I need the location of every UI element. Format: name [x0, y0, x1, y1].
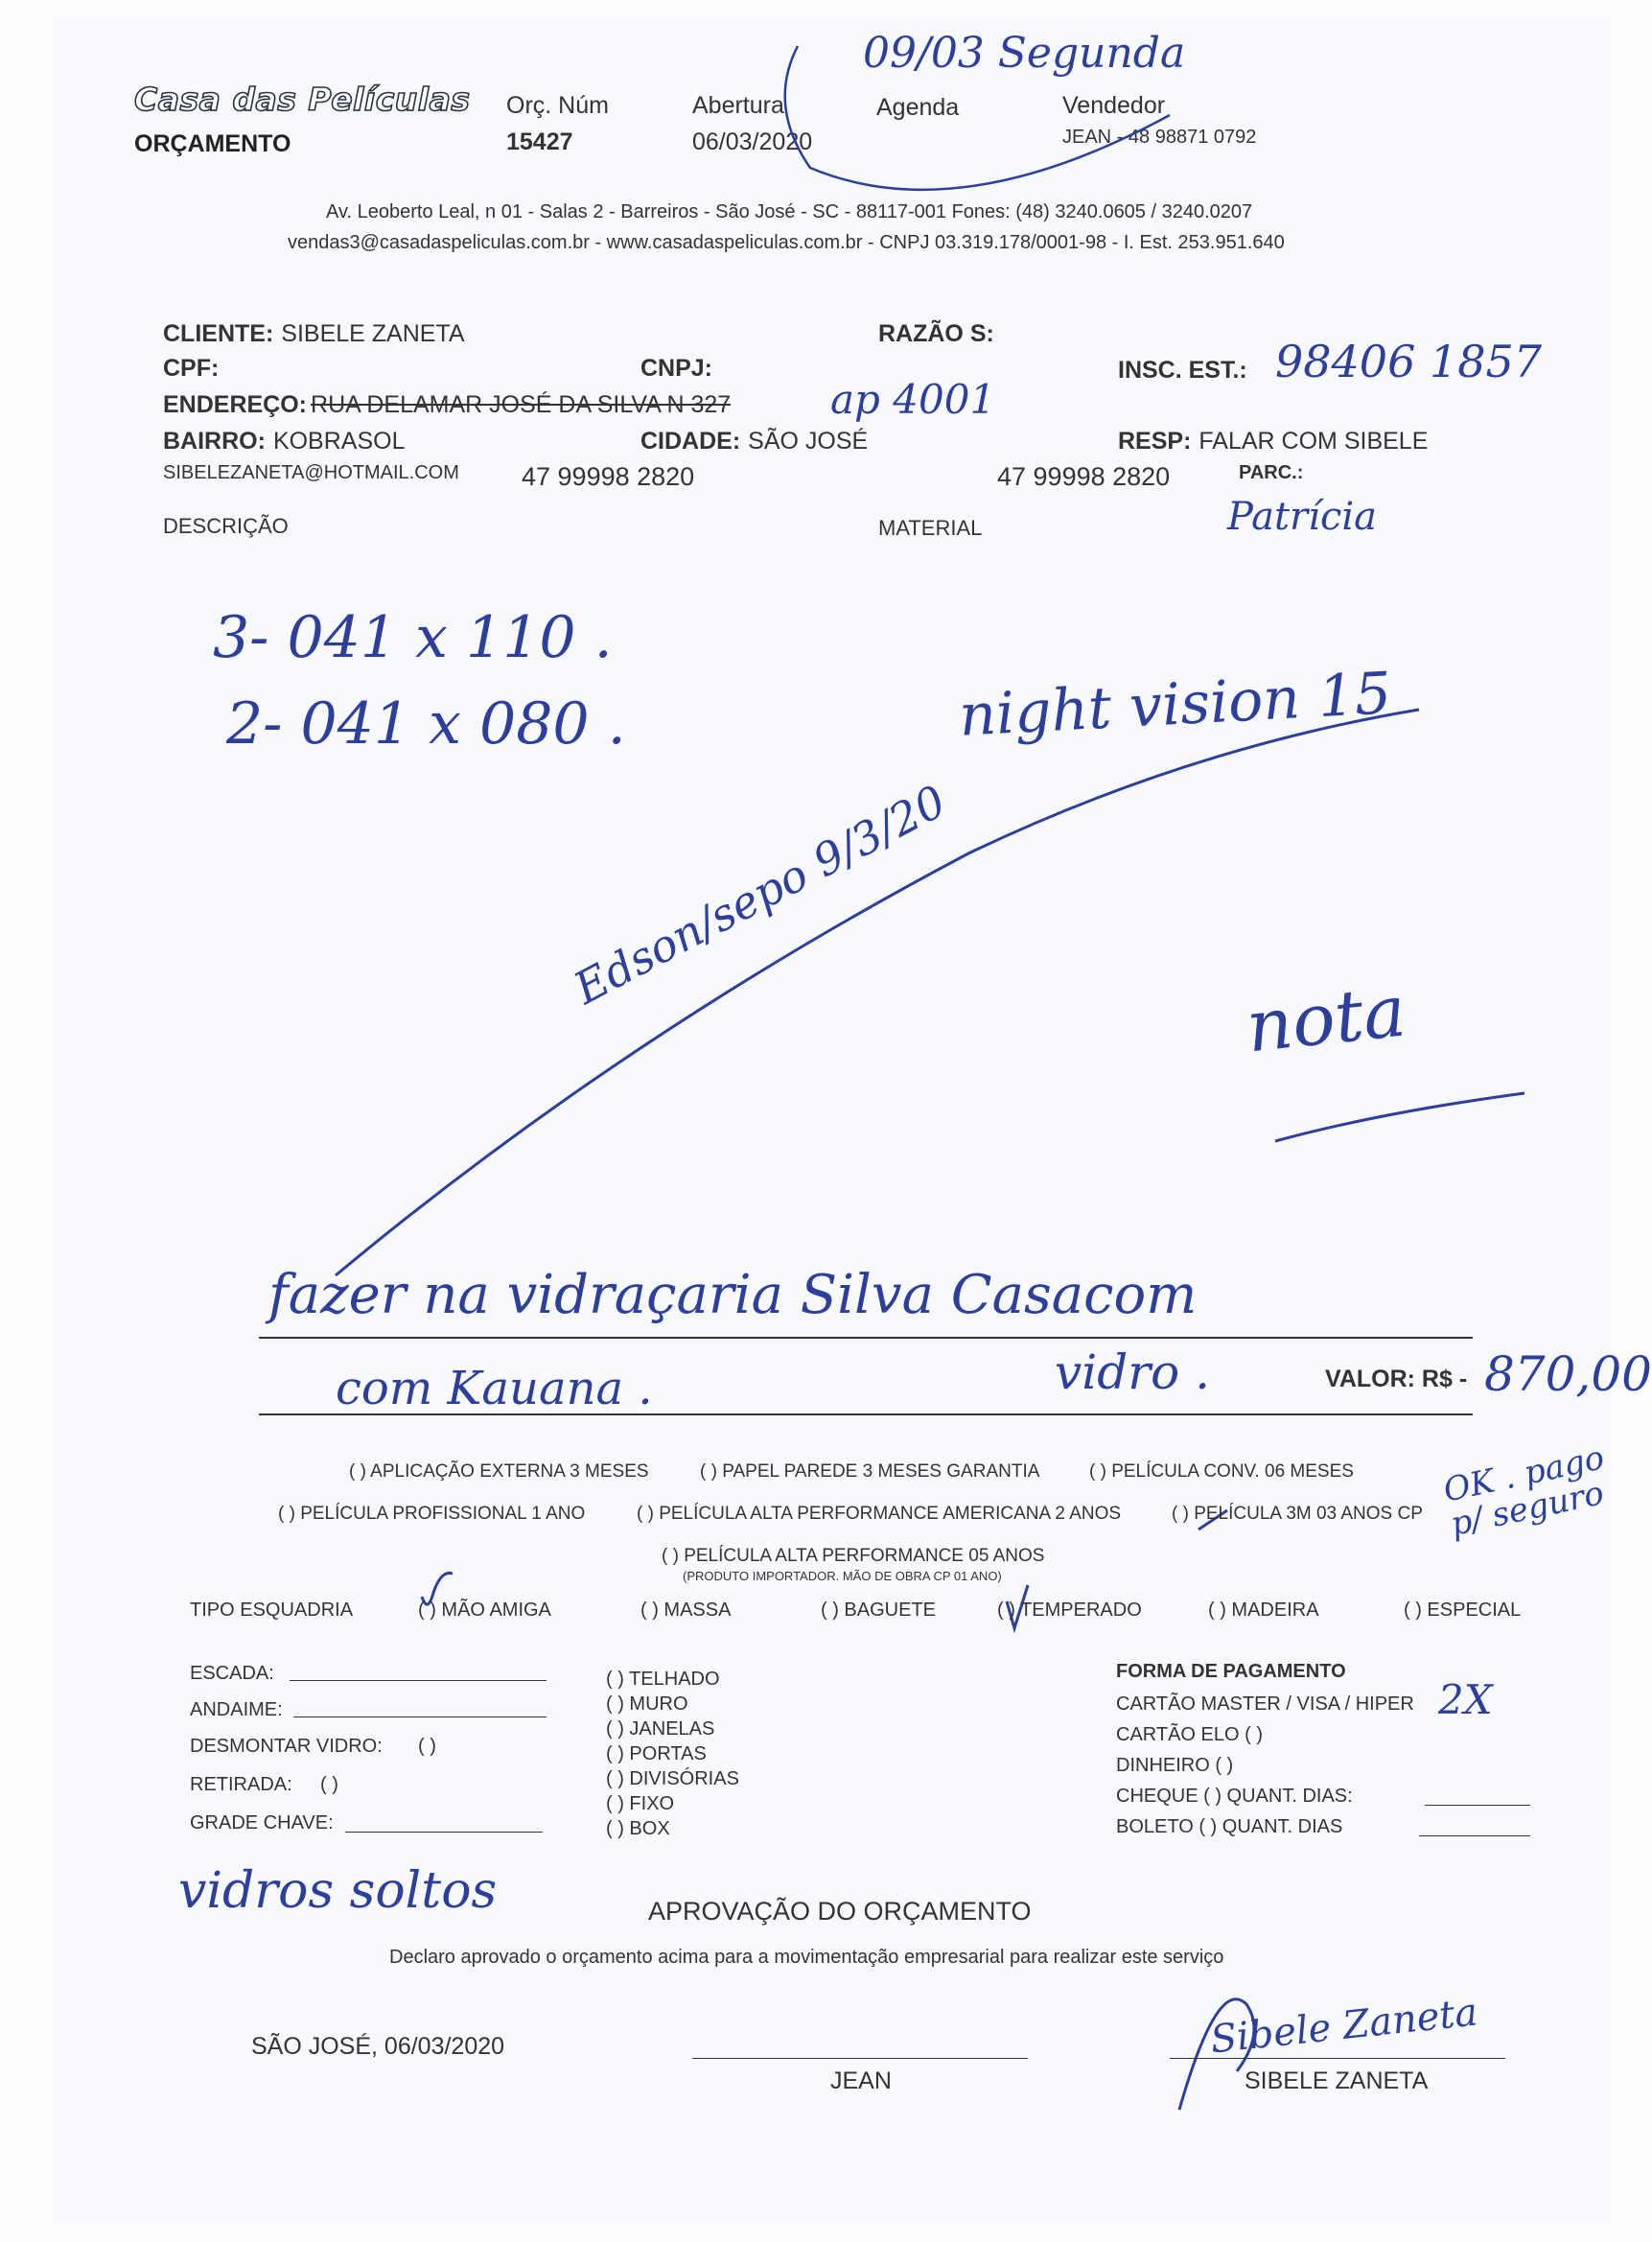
descricao-label: DESCRIÇÃO — [163, 514, 289, 538]
cnpj-label: CNPJ: — [640, 355, 713, 382]
hand-obs-2: com Kauana . — [336, 1362, 653, 1415]
andaime-label: ANDAIME: — [190, 1699, 283, 1720]
local-divisorias[interactable]: ( ) DIVISÓRIAS — [606, 1768, 739, 1789]
valor-handwritten: 870,00 — [1484, 1346, 1652, 1402]
company-contact: vendas3@casadaspeliculas.com.br - www.casadaspeliculas.com.br - CNPJ 03.319.178/0001-98 - I. Est. 253.951.640 — [288, 232, 1285, 253]
grade-chave-label: GRADE CHAVE: — [190, 1812, 334, 1833]
esquadria-especial[interactable]: ( ) ESPECIAL — [1404, 1600, 1522, 1621]
esquadria-madeira[interactable]: ( ) MADEIRA — [1208, 1600, 1319, 1621]
pagamento-cartao-elo[interactable]: CARTÃO ELO ( ) — [1116, 1724, 1263, 1745]
escada-line — [290, 1680, 547, 1681]
valor-label: VALOR: R$ - — [1325, 1366, 1468, 1392]
abertura-label: Abertura — [692, 92, 784, 119]
orc-number: 15427 — [506, 128, 573, 155]
client-email: SIBELEZANETA@HOTMAIL.COM — [163, 462, 459, 483]
client-phone-2: 47 99998 2820 — [997, 462, 1171, 491]
diagonal-stroke — [336, 710, 1419, 1275]
local-portas[interactable]: ( ) PORTAS — [606, 1743, 707, 1764]
cpf-label: CPF: — [163, 355, 220, 382]
esquadria-baguete[interactable]: ( ) BAGUETE — [821, 1600, 937, 1621]
bairro-value: KOBRASOL — [272, 428, 406, 455]
option-pelicula-3m[interactable]: ( ) PELÍCULA 3M 03 ANOS CP — [1172, 1504, 1423, 1524]
local-muro[interactable]: ( ) MURO — [606, 1693, 688, 1715]
resp-value: FALAR COM SIBELE — [1198, 428, 1429, 455]
hand-line-1: 3- 041 x 110 . — [213, 604, 613, 671]
cidade-label: CIDADE: — [640, 428, 741, 455]
abertura-date: 06/03/2020 — [692, 128, 813, 155]
obs-line-1 — [259, 1337, 1473, 1339]
cidade-value: SÃO JOSÉ — [748, 428, 869, 455]
resp-label: RESP: — [1118, 428, 1192, 455]
cliente-label: CLIENTE: — [163, 320, 274, 347]
hand-nota: nota — [1242, 969, 1410, 1069]
agenda-label: Agenda — [876, 94, 960, 121]
option-papel-parede[interactable]: ( ) PAPEL PAREDE 3 MESES GARANTIA — [700, 1461, 1040, 1482]
endereco-value: RUA DELAMAR JOSÉ DA SILVA N 327 — [311, 391, 732, 418]
material-label: MATERIAL — [878, 516, 983, 540]
nota-underline — [1275, 1093, 1524, 1141]
local-box[interactable]: ( ) BOX — [606, 1818, 670, 1839]
hand-diagonal-note: Edson/sepo 9/3/20 — [566, 775, 955, 1015]
hand-vidros-soltos: vidros soltos — [178, 1862, 498, 1920]
pagamento-title: FORMA DE PAGAMENTO — [1116, 1661, 1346, 1682]
agenda-handwritten: 09/03 Segunda — [863, 29, 1186, 78]
parc-label: PARC.: — [1239, 462, 1304, 483]
insc-label: INSC. EST.: — [1118, 357, 1247, 384]
pagamento-boleto[interactable]: BOLETO ( ) QUANT. DIAS — [1116, 1816, 1343, 1837]
vendedor-label: Vendedor — [1062, 92, 1166, 119]
pagamento-cheque[interactable]: CHEQUE ( ) QUANT. DIAS: — [1116, 1786, 1353, 1807]
retirada-checkbox[interactable]: ( ) — [320, 1774, 338, 1795]
desmontar-checkbox[interactable]: ( ) — [418, 1736, 436, 1757]
boleto-dias-line — [1419, 1835, 1530, 1836]
option-pelicula-americana[interactable]: ( ) PELÍCULA ALTA PERFORMANCE AMERICANA 2 ANOS — [637, 1504, 1122, 1524]
approval-title: APROVAÇÃO DO ORÇAMENTO — [648, 1897, 1032, 1926]
seller-signature-line — [692, 2058, 1028, 2059]
company-logo: Casa das Películas — [134, 81, 471, 118]
retirada-label: RETIRADA: — [190, 1774, 292, 1795]
hand-ok-note: OK . pago p/ seguro — [1440, 1438, 1608, 1544]
pagamento-cartao-master[interactable]: CARTÃO MASTER / VISA / HIPER — [1116, 1693, 1414, 1715]
approval-place-date: SÃO JOSÉ, 06/03/2020 — [251, 2033, 505, 2060]
agenda-circle-stroke — [785, 46, 1170, 190]
cliente-value: SIBELE ZANETA — [281, 320, 465, 347]
local-fixo[interactable]: ( ) FIXO — [606, 1793, 675, 1814]
approval-client: SIBELE ZANETA — [1245, 2067, 1429, 2094]
option-alta-performance-note: (PRODUTO IMPORTADOR. MÃO DE OBRA CP 01 ANO) — [683, 1569, 1002, 1583]
esquadria-mao-amiga[interactable]: ( ) MÃO AMIGA — [418, 1600, 551, 1621]
hand-vidro: vidro . — [1055, 1344, 1211, 1400]
pagamento-dinheiro[interactable]: DINHEIRO ( ) — [1116, 1755, 1234, 1776]
esquadria-temperado[interactable]: ( ) TEMPERADO — [997, 1600, 1142, 1621]
approval-text: Declaro aprovado o orçamento acima para a movimentação empresarial para realizar este serviço — [389, 1947, 1224, 1968]
client-signature: Sibele Zaneta — [1208, 1990, 1480, 2063]
escada-label: ESCADA: — [190, 1663, 274, 1684]
local-janelas[interactable]: ( ) JANELAS — [606, 1718, 715, 1740]
doc-type-title: ORÇAMENTO — [134, 130, 291, 157]
option-aplicacao-externa[interactable]: ( ) APLICAÇÃO EXTERNA 3 MESES — [349, 1461, 649, 1482]
bairro-label: BAIRRO: — [163, 428, 266, 455]
vendedor-value: JEAN - 48 98871 0792 — [1062, 127, 1257, 148]
hand-material: night vision 15 — [957, 660, 1393, 750]
hand-line-2: 2- 041 x 080 . — [226, 690, 626, 758]
razao-label: RAZÃO S: — [878, 320, 994, 347]
hand-obs-1: fazer na vidraçaria Silva Casacom — [268, 1264, 1198, 1326]
desmontar-label: DESMONTAR VIDRO: — [190, 1736, 383, 1757]
esquadria-label: TIPO ESQUADRIA — [190, 1600, 354, 1621]
endereco-label: ENDEREÇO: — [163, 391, 308, 418]
grade-chave-line — [345, 1832, 543, 1833]
cheque-dias-line — [1425, 1805, 1530, 1806]
parc-handwritten: Patrícia — [1227, 495, 1377, 539]
option-pelicula-alta-performance[interactable]: ( ) PELÍCULA ALTA PERFORMANCE 05 ANOS — [662, 1546, 1045, 1566]
local-telhado[interactable]: ( ) TELHADO — [606, 1669, 720, 1690]
orc-label: Orç. Núm — [506, 92, 609, 119]
obs-line-2 — [259, 1413, 1473, 1415]
company-address: Av. Leoberto Leal, n 01 - Salas 2 - Barreiros - São José - SC - 88117-001 Fones: (48) 3240.0605 / 3240.0207 — [326, 201, 1253, 222]
esquadria-massa[interactable]: ( ) MASSA — [640, 1600, 732, 1621]
endereco-handwritten: ap 4001 — [830, 376, 996, 423]
insc-handwritten: 98406 1857 — [1275, 336, 1543, 387]
client-phone-1: 47 99998 2820 — [522, 462, 695, 491]
option-pelicula-profissional[interactable]: ( ) PELÍCULA PROFISSIONAL 1 ANO — [278, 1504, 586, 1524]
hand-pagamento-2x: 2X — [1438, 1676, 1493, 1723]
approval-seller: JEAN — [830, 2067, 892, 2094]
option-pelicula-conv[interactable]: ( ) PELÍCULA CONV. 06 MESES — [1089, 1461, 1354, 1482]
